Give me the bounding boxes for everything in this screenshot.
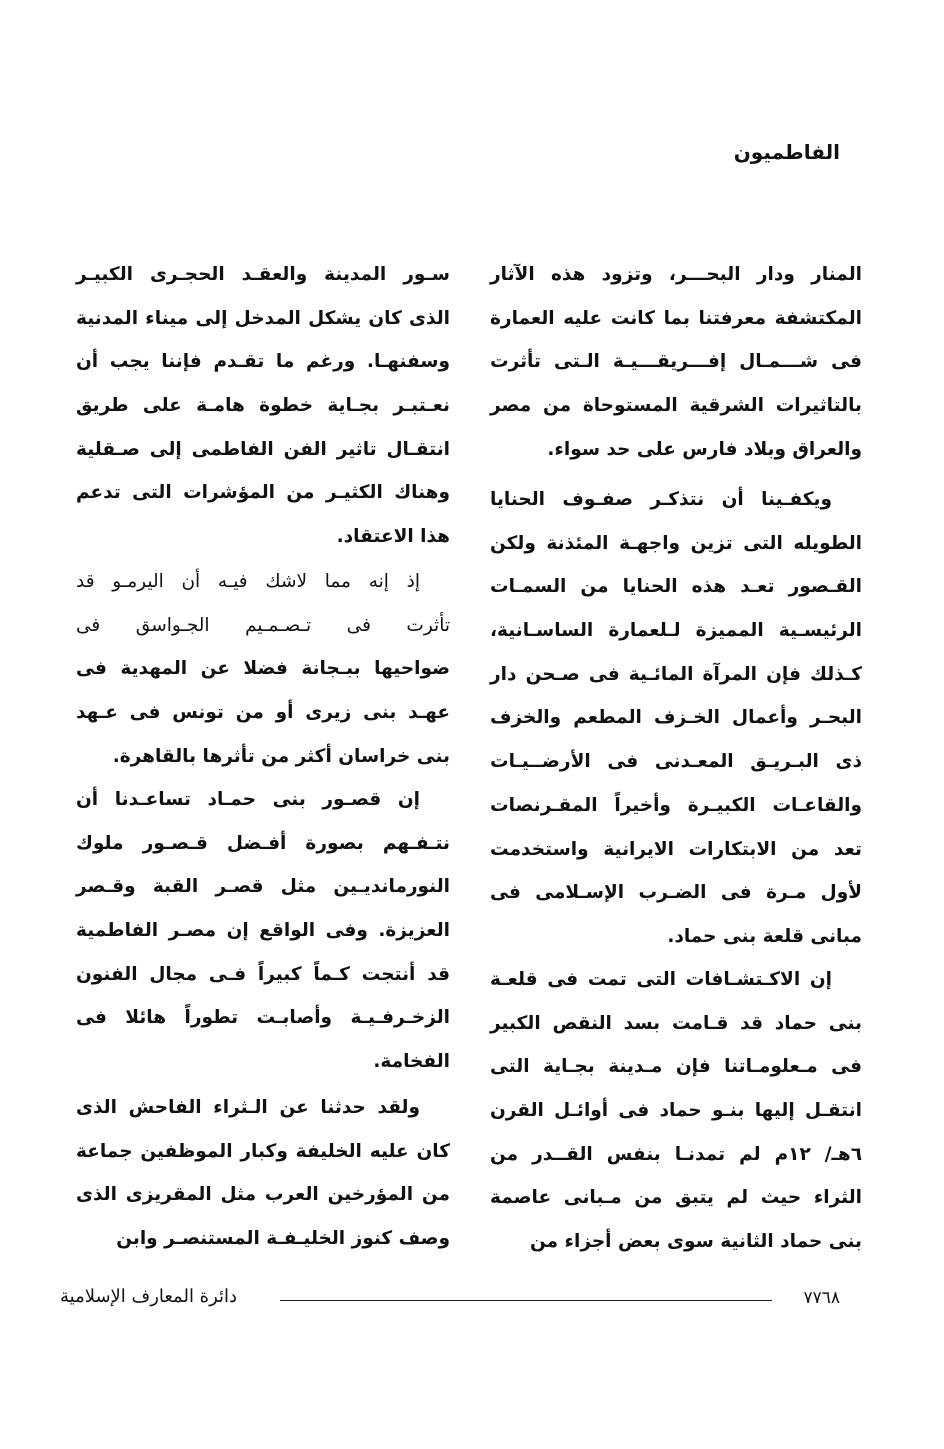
text-line: انتقـل إليها بنـو حماد فى أوائـل القرن <box>490 1100 862 1122</box>
text-line: الزخـرفـيـة وأصابـت تطوراً هائلا فى <box>76 1007 450 1029</box>
page-number: ٧٧٦٨ <box>803 1288 840 1308</box>
text-line: بنى حماد الثانية سوى بعض أجزاء من <box>530 1231 862 1253</box>
text-line: النورمانديـين مثل قصـر القبة وقـصر <box>76 876 450 898</box>
text-line: والعراق وبلاد فارس على حد سواء. <box>547 438 862 460</box>
text-line: مبانى قلعة بنى حماد. <box>667 925 862 947</box>
text-line: كان عليه الخليفة وكبار الموظفين جماعة <box>76 1140 450 1162</box>
text-line: ويكفـينا أن نتذكـر صفـوف الحنايا <box>490 489 832 510</box>
text-line: انتقـال تاثير الفن الفاطمى إلى صـقلية <box>76 438 450 460</box>
text-line: إن الاكـتشـافات التى تمت فى قلعـة <box>490 969 832 990</box>
paragraph <box>76 778 450 1084</box>
text-line: الطويله التى تزين واجهـة المئذنة ولكن <box>490 532 862 554</box>
text-line: العزيزة. وفى الواقع إن مصـر الفاطمية <box>76 920 450 942</box>
text-line: ٦هـ/ ١٢م لم تمدنـا بنفس القــدر من <box>490 1143 862 1165</box>
text-line: ولقد حدثنا عن الـثراء الفاحش الذى <box>76 1097 420 1118</box>
text-line: الذى كان يشكل المدخل إلى ميناء المدنية <box>76 307 450 329</box>
text-line: وصف كنوز الخليـفـة المستنصـر وابن <box>116 1228 450 1250</box>
text-line: نتـفـهم بصورة أفـضل قـصـور ملوك <box>76 832 450 854</box>
text-line: وهناك الكثيـر من المؤشرات التى تدعم <box>76 482 450 504</box>
text-line: وسفنهـا. ورغم ما تقـدم فإننا يجب أن <box>76 351 450 373</box>
paragraph <box>490 253 862 471</box>
text-line: المكتشفة معرفتنا بما كانت عليه العمارة <box>490 307 862 329</box>
text-line: كـذلك فإن المرآة المائـية فى صـحن دار <box>490 663 862 685</box>
text-line: سـور المدينة والعقـد الحجـرى الكبيـر <box>76 264 450 285</box>
text-line: ذى البـريـق المعـدنى فى الأرضــيـات <box>490 751 862 773</box>
running-header: الفاطميون <box>733 140 840 164</box>
paragraph <box>76 560 450 778</box>
text-line: بنى خراسان أكثر من تأثرها بالقاهرة. <box>112 745 450 767</box>
text-line: إن قصـور بنى حمـاد تساعـدنا أن <box>76 789 420 810</box>
text-line: لأول مـرة فى الضـرب الإسـلامى فى <box>490 882 862 904</box>
text-line: ضواحيها ببـجانة فضلا عن المهدية فى <box>76 658 450 680</box>
text-line: تأثرت فى تـصـمـيم الجـواسق فى <box>76 614 450 636</box>
text-line: نعـتبـر بجـاية خطوة هامـة على طريق <box>76 395 450 417</box>
text-line: والقاعـات الكبيـرة وأخيراً المقـرنصات <box>490 794 862 816</box>
footer-divider <box>280 1300 772 1301</box>
text-line: عهـد بنى زيرى أو من تونس فى عـهد <box>76 702 450 724</box>
text-line: الرئيسـية المميزة لـلعمارة الساسـانية، <box>490 620 862 642</box>
paragraph <box>76 253 450 559</box>
text-line: المنار ودار البحـــر، وتزود هذه الآثار <box>490 264 862 285</box>
paragraph <box>490 478 862 959</box>
text-line: من المؤرخين العرب مثل المقريزى الذى <box>76 1184 450 1206</box>
text-line: البحـر وأعمال الخـزف المطعم والخزف <box>490 707 862 729</box>
text-line: إذ إنه مما لاشك فيـه أن اليرمـو قد <box>76 571 420 592</box>
text-line: الفخامة. <box>373 1051 450 1073</box>
text-line: الثراء حيث لم يتبق من مـبانى عاصمة <box>490 1187 862 1209</box>
text-line: القـصور تعـد هذه الحنايا من السمـات <box>490 576 862 598</box>
text-line: بنى حماد قد قـامت بسد النقص الكبير <box>490 1012 862 1034</box>
paragraph <box>490 958 862 1264</box>
text-line: فى شـــمـال إفـــريقـــيـة الـتى تأثرت <box>490 351 862 373</box>
paragraph <box>76 1086 450 1261</box>
publication-title: دائرة المعارف الإسلامية <box>60 1286 238 1307</box>
text-line: هذا الاعتقاد. <box>336 526 450 548</box>
text-line: قد أنتجت كـماً كبيراً فـى مجال الفنون <box>76 963 450 985</box>
text-line: بالتاثيرات الشرقية المستوحاة من مصر <box>490 395 862 417</box>
text-line: تعد من الابتكارات الايرانية واستخدمت <box>490 838 862 860</box>
text-line: فى مـعلومـاتنا فإن مـدينة بجـاية التى <box>490 1056 862 1078</box>
